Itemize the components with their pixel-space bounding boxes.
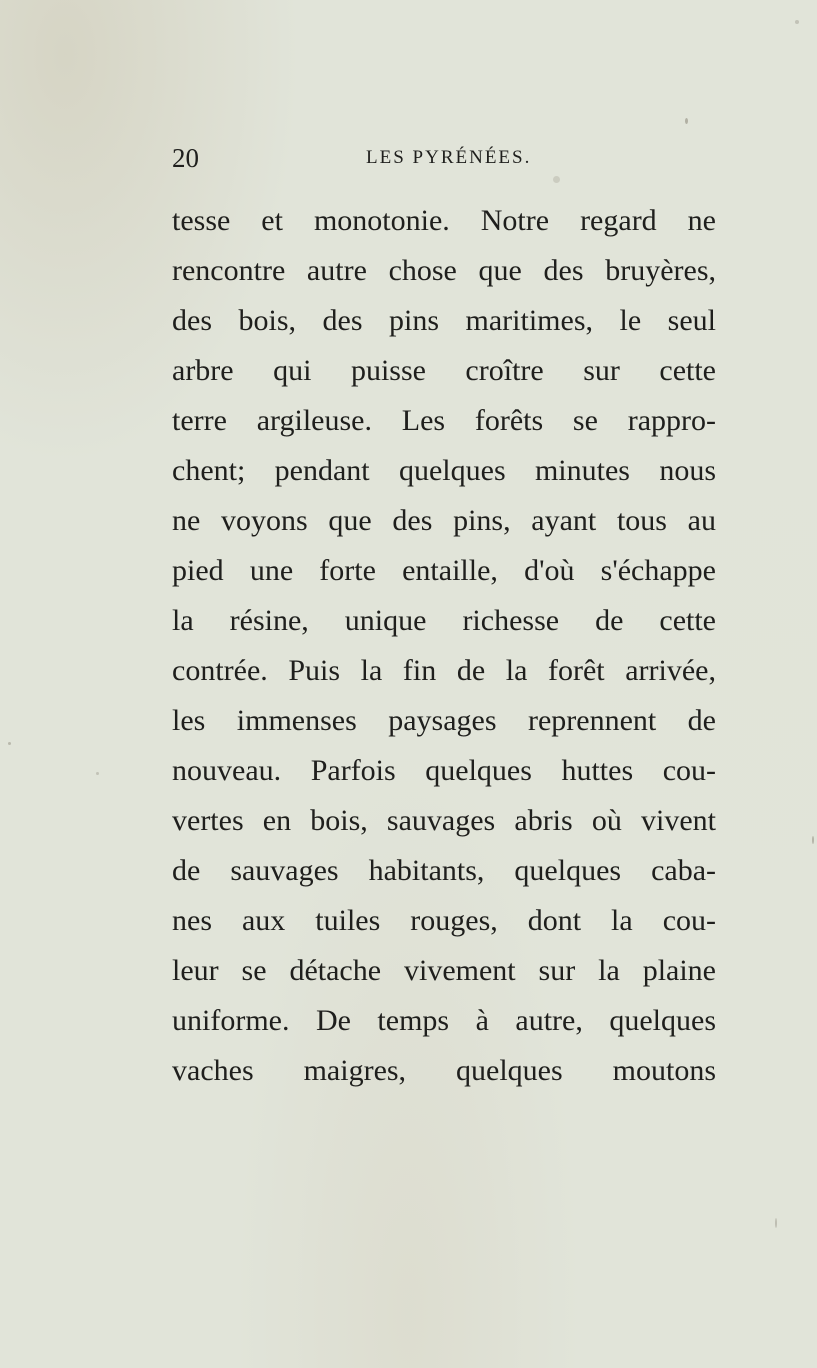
paper-speck (775, 1218, 777, 1228)
text-line: vertes en bois, sauvages abris où vivent (172, 804, 716, 837)
text-line: vaches maigres, quelques moutons (172, 1054, 716, 1087)
body-text (172, 196, 716, 1096)
paper-speck (812, 836, 814, 844)
paper-speck (553, 176, 560, 183)
text-line: leur se détache vivement sur la plaine (172, 954, 716, 987)
text-line: tesse et monotonie. Notre regard ne (172, 204, 716, 237)
text-line: nouveau. Parfois quelques huttes cou- (172, 754, 716, 787)
text-line: rencontre autre chose que des bruyères, (172, 254, 716, 287)
paper-speck (685, 118, 688, 124)
paper-speck (795, 20, 799, 24)
text-line: ne voyons que des pins, ayant tous au (172, 504, 716, 537)
text-line: des bois, des pins maritimes, le seul (172, 304, 716, 337)
text-line: la résine, unique richesse de cette (172, 604, 716, 637)
text-line: arbre qui puisse croître sur cette (172, 354, 716, 387)
text-line: de sauvages habitants, quelques caba- (172, 854, 716, 887)
text-line: pied une forte entaille, d'où s'échappe (172, 554, 716, 587)
text-line: contrée. Puis la fin de la forêt arrivée, (172, 654, 716, 687)
text-line: nes aux tuiles rouges, dont la cou- (172, 904, 716, 937)
paper-speck (8, 742, 11, 745)
text-line: les immenses paysages reprennent de (172, 704, 716, 737)
running-title: LES PYRÉNÉES. (366, 147, 532, 168)
paper-speck (96, 772, 99, 775)
running-head (172, 140, 720, 176)
page-number: 20 (172, 143, 199, 173)
text-line: chent; pendant quelques minutes nous (172, 454, 716, 487)
text-line: uniforme. De temps à autre, quelques (172, 1004, 716, 1037)
text-line: terre argileuse. Les forêts se rappro- (172, 404, 716, 437)
